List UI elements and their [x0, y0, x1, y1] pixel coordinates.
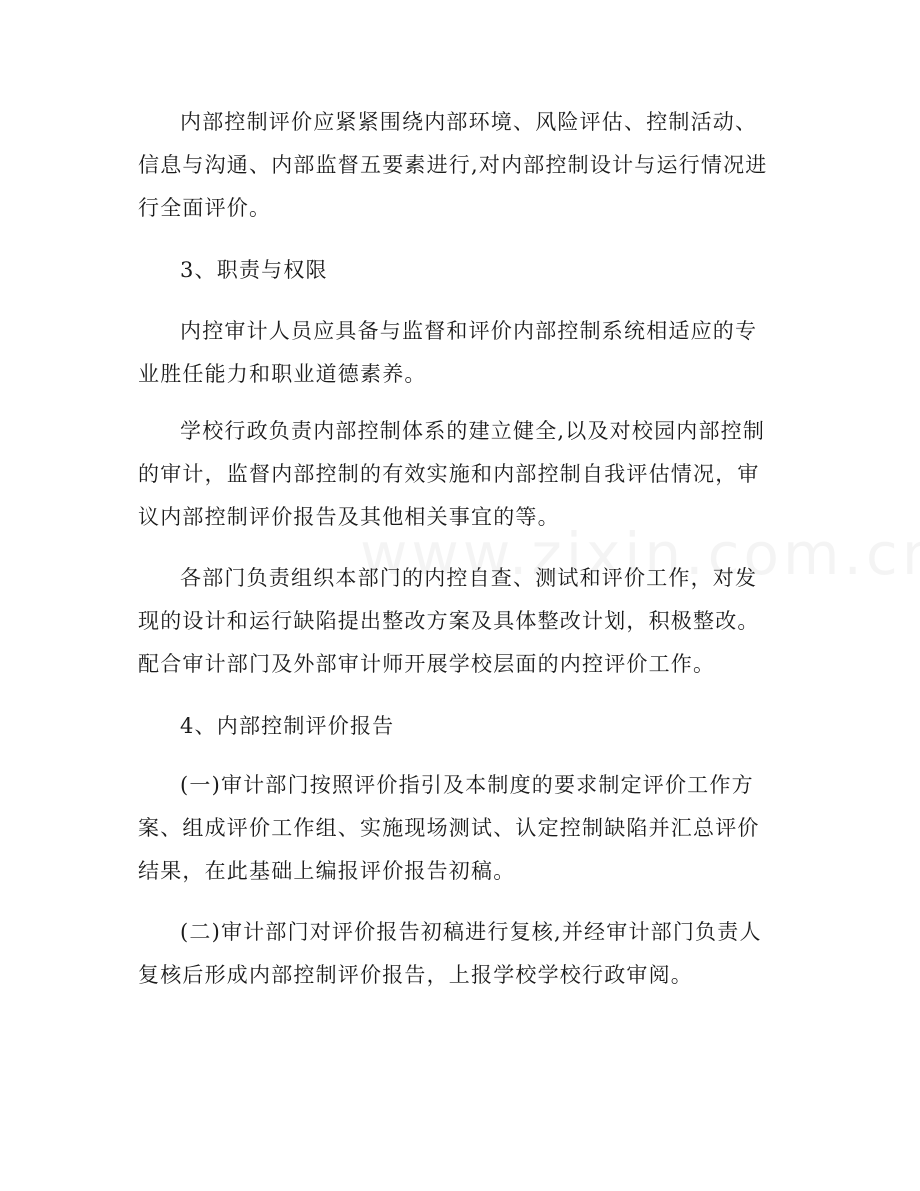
paragraph-departments — [138, 557, 788, 686]
text-line: 现的设计和运行缺陷提出整改方案及具体整改计划，积极整改。 — [138, 609, 760, 633]
section-heading-3: 3、职责与权限 — [180, 258, 328, 282]
text-line: 配合审计部门及外部审计师开展学校层面的内控评价工作。 — [138, 652, 716, 676]
text-line: 行全面评价。 — [138, 196, 272, 220]
text-line: (一)审计部门按照评价指引及本制度的要求制定评价工作方 — [180, 773, 754, 797]
text-line: 议内部控制评价报告及其他相关事宜的等。 — [138, 505, 560, 529]
text-line: 结果，在此基础上编报评价报告初稿。 — [138, 859, 516, 883]
text-line: 各部门负责组织本部门的内控自查、测试和评价工作，对发 — [180, 566, 758, 590]
text-line: 内部控制评价应紧紧围绕内部环境、风险评估、控制活动、 — [180, 110, 758, 134]
text-line: 学校行政负责内部控制体系的建立健全,以及对校园内部控制 — [180, 419, 766, 443]
paragraph-five-elements — [138, 101, 788, 230]
text-line: 业胜任能力和职业道德素养。 — [138, 362, 427, 386]
text-line: 信息与沟通、内部监督五要素进行,对内部控制设计与运行情况进 — [138, 153, 768, 177]
text-line: 案、组成评价工作组、实施现场测试、认定控制缺陷并汇总评价 — [138, 816, 760, 840]
text-line: (二)审计部门对评价报告初稿进行复核,并经审计部门负责人 — [180, 920, 762, 944]
paragraph-review-report — [138, 911, 788, 997]
text-line: 复核后形成内部控制评价报告，上报学校学校行政审阅。 — [138, 963, 693, 987]
text-line: 内控审计人员应具备与监督和评价内部控制系统相适应的专 — [180, 319, 758, 343]
text-line: 的审计，监督内部控制的有效实施和内部控制自我评估情况，审 — [138, 462, 760, 486]
paragraph-auditor-competence — [138, 310, 788, 396]
section-heading-4: 4、内部控制评价报告 — [180, 714, 395, 738]
paragraph-school-administration — [138, 410, 788, 539]
paragraph-draft-report — [138, 764, 788, 893]
